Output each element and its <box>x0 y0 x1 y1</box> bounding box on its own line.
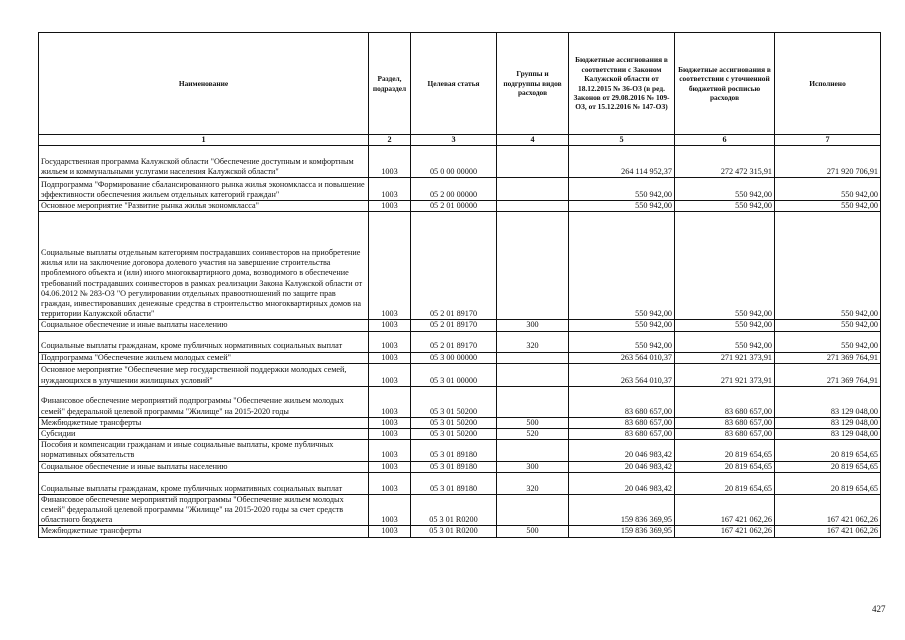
row-section: 1003 <box>369 494 411 526</box>
row-expense-group <box>497 494 569 526</box>
row-name: Подпрограмма "Обеспечение жильем молодых семей" <box>39 352 369 363</box>
row-target-article: 05 2 01 89170 <box>411 320 497 331</box>
table-row <box>39 146 881 178</box>
row-roster-amount: 83 680 657,00 <box>675 417 775 428</box>
row-expense-group <box>497 363 569 386</box>
row-expense-group: 520 <box>497 429 569 440</box>
row-section: 1003 <box>369 472 411 494</box>
row-section: 1003 <box>369 178 411 201</box>
table-row <box>39 331 881 352</box>
row-target-article: 05 3 01 89180 <box>411 461 497 472</box>
row-target-article: 05 3 00 00000 <box>411 352 497 363</box>
row-law-amount: 20 046 983,42 <box>569 461 675 472</box>
row-law-amount: 550 942,00 <box>569 201 675 212</box>
row-section: 1003 <box>369 440 411 461</box>
row-law-amount: 263 564 010,37 <box>569 352 675 363</box>
row-law-amount: 550 942,00 <box>569 178 675 201</box>
table-row <box>39 472 881 494</box>
row-name: Субсидии <box>39 429 369 440</box>
row-executed-amount: 550 942,00 <box>775 178 881 201</box>
row-roster-amount: 272 472 315,91 <box>675 146 775 178</box>
table-row <box>39 461 881 472</box>
column-number: 3 <box>411 135 497 146</box>
row-roster-amount: 550 942,00 <box>675 201 775 212</box>
row-executed-amount: 550 942,00 <box>775 331 881 352</box>
column-number-row <box>39 135 881 146</box>
column-number: 6 <box>675 135 775 146</box>
row-name: Социальные выплаты гражданам, кроме публичных нормативных социальных выплат <box>39 331 369 352</box>
row-executed-amount: 167 421 062,26 <box>775 526 881 537</box>
row-roster-amount: 167 421 062,26 <box>675 526 775 537</box>
row-law-amount: 264 114 952,37 <box>569 146 675 178</box>
row-roster-amount: 550 942,00 <box>675 320 775 331</box>
row-executed-amount: 20 819 654,65 <box>775 472 881 494</box>
row-law-amount: 83 680 657,00 <box>569 417 675 428</box>
row-section: 1003 <box>369 352 411 363</box>
row-name: Пособия и компенсации гражданам и иные социальные выплаты, кроме публичных нормативных обязательств <box>39 440 369 461</box>
row-executed-amount: 167 421 062,26 <box>775 494 881 526</box>
row-target-article: 05 2 01 89170 <box>411 331 497 352</box>
row-name: Социальное обеспечение и иные выплаты населению <box>39 461 369 472</box>
row-law-amount: 159 836 369,95 <box>569 494 675 526</box>
row-law-amount: 263 564 010,37 <box>569 363 675 386</box>
row-roster-amount: 550 942,00 <box>675 178 775 201</box>
row-roster-amount: 271 921 373,91 <box>675 363 775 386</box>
table-row <box>39 417 881 428</box>
row-name: Финансовое обеспечение мероприятий подпрограммы "Обеспечение жильем молодых семей" федеральной целевой программы "Жилище" на 2015-2020 годы <box>39 386 369 417</box>
row-roster-amount: 271 921 373,91 <box>675 352 775 363</box>
row-target-article: 05 3 01 50200 <box>411 386 497 417</box>
row-section: 1003 <box>369 526 411 537</box>
row-expense-group <box>497 178 569 201</box>
row-target-article: 05 3 01 50200 <box>411 429 497 440</box>
row-roster-amount: 20 819 654,65 <box>675 472 775 494</box>
col-header-group: Группы и подгруппы видов расходов <box>497 33 569 135</box>
row-roster-amount: 20 819 654,65 <box>675 440 775 461</box>
page-number: 427 <box>872 604 886 614</box>
row-expense-group <box>497 352 569 363</box>
row-executed-amount: 271 369 764,91 <box>775 352 881 363</box>
table-row <box>39 526 881 537</box>
row-executed-amount: 271 369 764,91 <box>775 363 881 386</box>
row-section: 1003 <box>369 461 411 472</box>
table-row <box>39 320 881 331</box>
row-expense-group <box>497 212 569 320</box>
row-executed-amount: 20 819 654,65 <box>775 461 881 472</box>
row-name: Социальное обеспечение и иные выплаты населению <box>39 320 369 331</box>
table-row <box>39 201 881 212</box>
table-row <box>39 352 881 363</box>
row-roster-amount: 550 942,00 <box>675 331 775 352</box>
column-number: 1 <box>39 135 369 146</box>
row-expense-group <box>497 146 569 178</box>
row-law-amount: 20 046 983,42 <box>569 472 675 494</box>
row-law-amount: 159 836 369,95 <box>569 526 675 537</box>
table-row <box>39 386 881 417</box>
table-row <box>39 212 881 320</box>
table-row <box>39 440 881 461</box>
column-number: 4 <box>497 135 569 146</box>
row-name: Финансовое обеспечение мероприятий подпрограммы "Обеспечение жильем молодых семей" федеральной целевой программы "Жилище" на 2015-2020 годы за счет средств областного бюджета <box>39 494 369 526</box>
row-name: Основное мероприятие "Развитие рынка жилья экономкласса" <box>39 201 369 212</box>
row-target-article: 05 3 01 89180 <box>411 472 497 494</box>
row-law-amount: 20 046 983,42 <box>569 440 675 461</box>
row-section: 1003 <box>369 386 411 417</box>
col-header-law: Бюджетные ассигнования в соответствии с Законом Калужской области от 18.12.2015 № 36-ОЗ (в ред. Законов от 29.08.2016 № 109-ОЗ, от 15.12.2016 № 147-ОЗ) <box>569 33 675 135</box>
row-roster-amount: 83 680 657,00 <box>675 429 775 440</box>
row-expense-group: 320 <box>497 331 569 352</box>
row-target-article: 05 2 00 00000 <box>411 178 497 201</box>
row-executed-amount: 550 942,00 <box>775 212 881 320</box>
col-header-name: Наименование <box>39 33 369 135</box>
row-expense-group <box>497 386 569 417</box>
col-header-section: Раздел, подраздел <box>369 33 411 135</box>
column-number: 5 <box>569 135 675 146</box>
row-roster-amount: 83 680 657,00 <box>675 386 775 417</box>
row-target-article: 05 0 00 00000 <box>411 146 497 178</box>
table-row <box>39 178 881 201</box>
column-number: 2 <box>369 135 411 146</box>
row-name: Социальные выплаты отдельным категориям пострадавших соинвесторов на приобретение жилья или на заключение договора долевого участия на завершение строительства проблемного объекта и (или) иного многоквартирного дома, возводимого в обеспечение требований пострадавших соинвесторов в рамках реализации Закона Калужской области от 04.06.2012 № 283-ОЗ "О регулировании отдельных правоотношений по защите прав граждан, инвестировавших денежные средства в строительство многоквартирных домов на территории Калужской области" <box>39 212 369 320</box>
row-name: Межбюджетные трансферты <box>39 526 369 537</box>
row-target-article: 05 3 01 89180 <box>411 440 497 461</box>
row-expense-group: 320 <box>497 472 569 494</box>
budget-table <box>38 32 881 538</box>
row-target-article: 05 3 01 50200 <box>411 417 497 428</box>
table-body <box>39 146 881 537</box>
row-executed-amount: 83 129 048,00 <box>775 417 881 428</box>
row-section: 1003 <box>369 212 411 320</box>
row-expense-group <box>497 201 569 212</box>
row-target-article: 05 3 01 R0200 <box>411 526 497 537</box>
row-section: 1003 <box>369 320 411 331</box>
row-expense-group: 500 <box>497 417 569 428</box>
row-expense-group: 300 <box>497 320 569 331</box>
row-target-article: 05 2 01 89170 <box>411 212 497 320</box>
row-name: Подпрограмма "Формирование сбалансированного рынка жилья экономкласса и повышение эффективности обеспечения жильем отдельных категорий граждан" <box>39 178 369 201</box>
row-target-article: 05 3 01 00000 <box>411 363 497 386</box>
table-row <box>39 494 881 526</box>
row-expense-group <box>497 440 569 461</box>
col-header-executed: Исполнено <box>775 33 881 135</box>
row-section: 1003 <box>369 201 411 212</box>
row-section: 1003 <box>369 429 411 440</box>
row-law-amount: 550 942,00 <box>569 331 675 352</box>
row-name: Государственная программа Калужской области "Обеспечение доступным и комфортным жильем и коммунальными услугами населения Калужской области" <box>39 146 369 178</box>
row-section: 1003 <box>369 363 411 386</box>
table-row <box>39 363 881 386</box>
row-executed-amount: 83 129 048,00 <box>775 429 881 440</box>
row-law-amount: 83 680 657,00 <box>569 429 675 440</box>
row-section: 1003 <box>369 417 411 428</box>
row-section: 1003 <box>369 331 411 352</box>
row-executed-amount: 271 920 706,91 <box>775 146 881 178</box>
table-row <box>39 429 881 440</box>
row-name: Основное мероприятие "Обеспечение мер государственной поддержки молодых семей, нуждающихся в улучшении жилищных условий" <box>39 363 369 386</box>
row-executed-amount: 83 129 048,00 <box>775 386 881 417</box>
col-header-roster: Бюджетные ассигнования в соответствии с уточненной бюджетной росписью расходов <box>675 33 775 135</box>
row-law-amount: 83 680 657,00 <box>569 386 675 417</box>
row-law-amount: 550 942,00 <box>569 320 675 331</box>
row-section: 1003 <box>369 146 411 178</box>
row-target-article: 05 3 01 R0200 <box>411 494 497 526</box>
row-executed-amount: 550 942,00 <box>775 320 881 331</box>
row-roster-amount: 20 819 654,65 <box>675 461 775 472</box>
row-expense-group: 300 <box>497 461 569 472</box>
row-target-article: 05 2 01 00000 <box>411 201 497 212</box>
row-roster-amount: 167 421 062,26 <box>675 494 775 526</box>
row-executed-amount: 550 942,00 <box>775 201 881 212</box>
row-roster-amount: 550 942,00 <box>675 212 775 320</box>
header-row <box>39 33 881 135</box>
column-number: 7 <box>775 135 881 146</box>
row-name: Межбюджетные трансферты <box>39 417 369 428</box>
row-law-amount: 550 942,00 <box>569 212 675 320</box>
row-executed-amount: 20 819 654,65 <box>775 440 881 461</box>
col-header-target: Целевая статья <box>411 33 497 135</box>
row-name: Социальные выплаты гражданам, кроме публичных нормативных социальных выплат <box>39 472 369 494</box>
row-expense-group: 500 <box>497 526 569 537</box>
